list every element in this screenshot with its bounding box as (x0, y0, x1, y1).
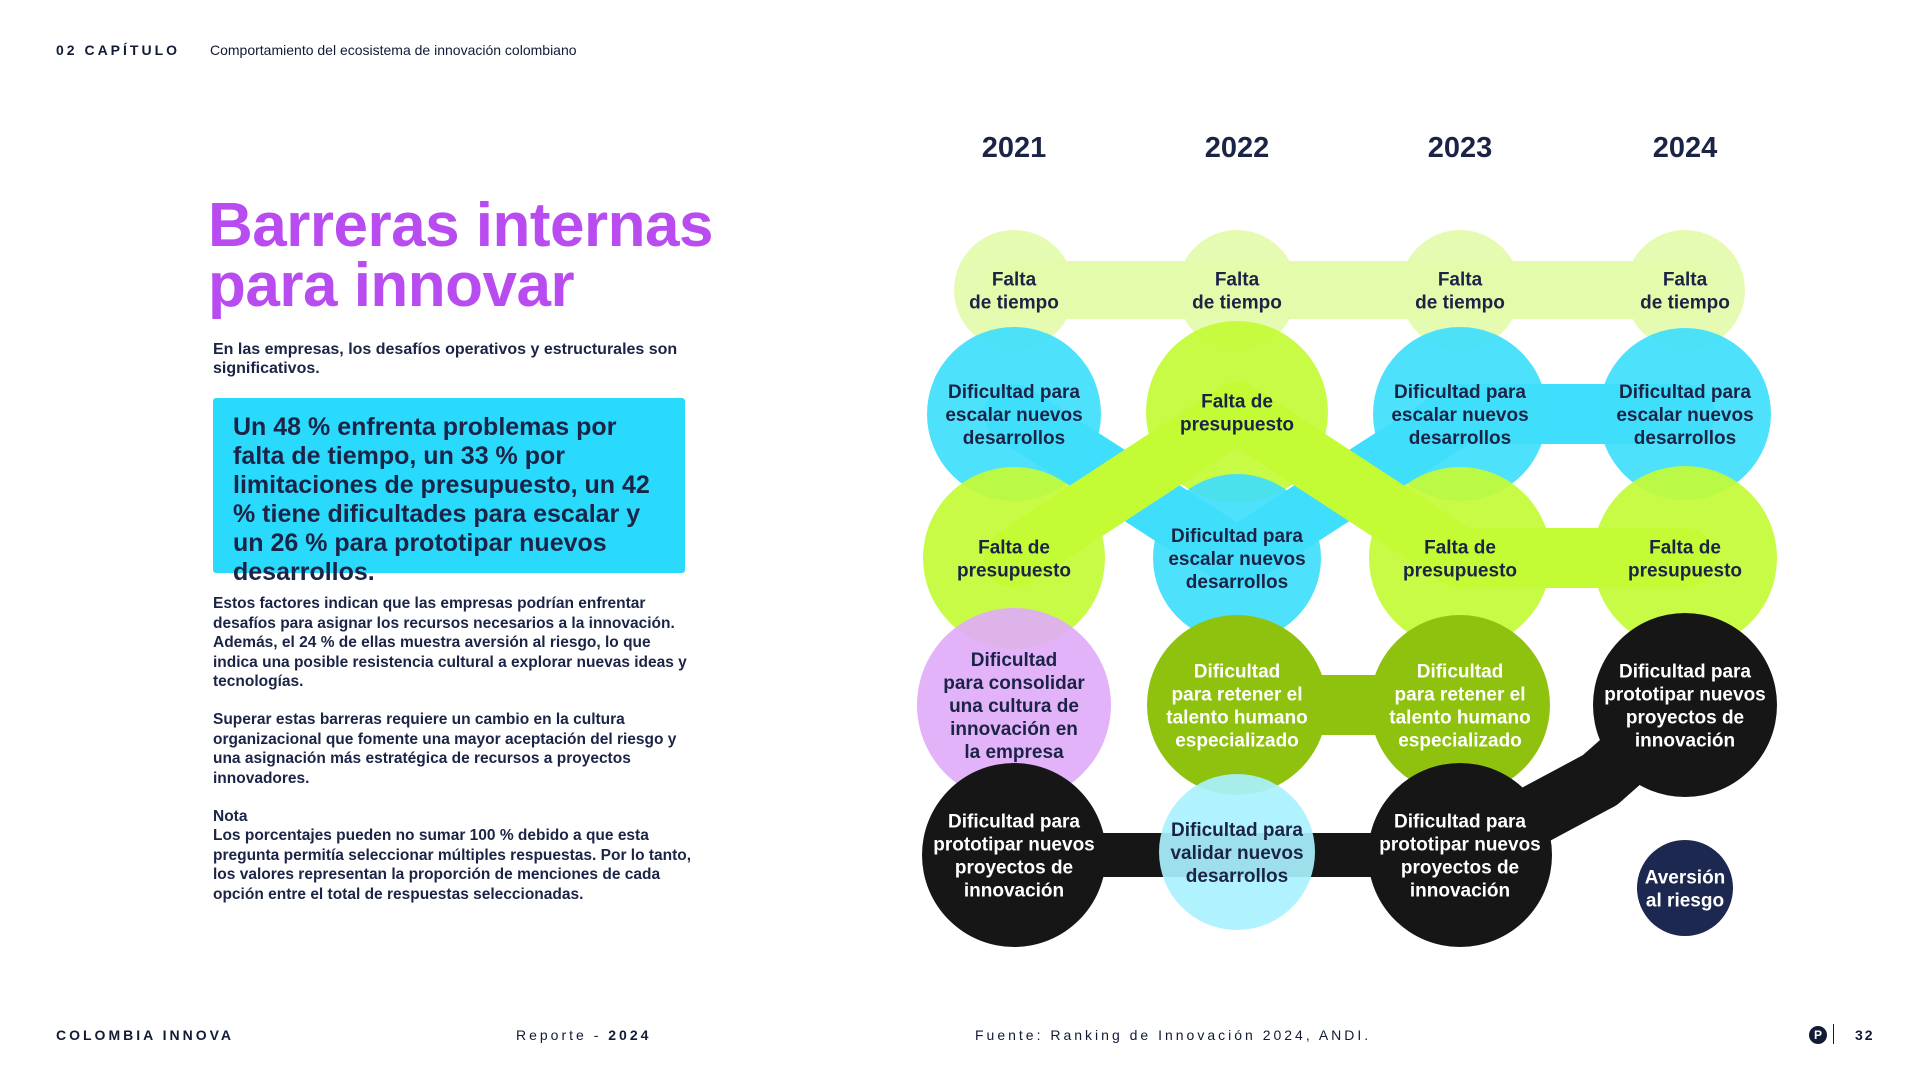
note-text: Los porcentajes pueden no sumar 100 % debido a que esta pregunta permitía seleccionar múltiples respuestas. Por lo tanto, los valores representan la proporción de menciones de cada opción entre el total de respuestas seleccionadas. (213, 827, 692, 903)
footer-source: Fuente: Ranking de Innovación 2024, ANDI. (975, 1027, 1372, 1043)
year-2023: 2023 (1427, 132, 1493, 164)
label-tiempo-2021: Falta de tiempo (969, 269, 1059, 314)
label-prototipar-2023: Dificultad para prototipar nuevos proyectos de innovación (1379, 811, 1541, 902)
highlight-box: Un 48 % enfrenta problemas por falta de tiempo, un 33 % por limitaciones de presupuesto, un 42 % tiene dificultades para escalar y un 26 % para prototipar nuevos desarrollos. (213, 398, 685, 573)
page-number: 32 (1855, 1027, 1875, 1043)
label-retener-2023: Dificultad para retener el talento humano especializado (1389, 661, 1531, 752)
label-validar-2022: Dificultad para validar nuevos desarrollos (1170, 820, 1304, 887)
label-escalar-2022: Dificultad para escalar nuevos desarrollos (1168, 526, 1306, 593)
label-presupuesto-2022: Falta de presupuesto (1179, 391, 1295, 436)
paragraph-1: Estos factores indican que las empresas podrían enfrentar desafíos para asignar los recursos necesarios a la innovación. Además, el 24 % de ellas muestra aversión al riesgo, lo que indica una posible resistencia cultural a explorar nuevas ideas y tecnologías. (213, 595, 687, 690)
label-escalar-2021: Dificultad para escalar nuevos desarrollos (945, 382, 1083, 449)
label-escalar-2023: Dificultad para escalar nuevos desarrollos (1391, 382, 1529, 449)
label-presupuesto-2024: Falta de presupuesto (1627, 537, 1743, 582)
intro-text: En las empresas, los desafíos operativos y estructurales son significativos. (213, 341, 678, 377)
label-aversion-2024: Aversión al riesgo (1644, 867, 1726, 912)
label-tiempo-2022: Falta de tiempo (1192, 269, 1282, 314)
chapter-label: 02 CAPÍTULO (56, 42, 181, 58)
footer-report (516, 1027, 651, 1043)
year-2022: 2022 (1204, 132, 1270, 164)
note-title: Nota (213, 808, 248, 825)
year-2021: 2021 (981, 132, 1047, 164)
label-tiempo-2023: Falta de tiempo (1415, 269, 1505, 314)
year-2024: 2024 (1652, 132, 1718, 164)
footer-divider (1833, 1024, 1834, 1044)
title-line-1: Barreras internas (208, 191, 713, 260)
label-escalar-2024: Dificultad para escalar nuevos desarrollos (1616, 382, 1754, 449)
title-line-2: para innovar (208, 251, 575, 320)
label-presupuesto-2023: Falta de presupuesto (1402, 537, 1518, 582)
label-prototipar-2024: Dificultad para prototipar nuevos proyectos de innovación (1604, 661, 1766, 752)
chapter-subtitle: Comportamiento del ecosistema de innovación colombiano (210, 42, 577, 58)
connectors (1014, 290, 1685, 855)
label-tiempo-2024: Falta de tiempo (1640, 269, 1730, 314)
label-consolidar-2021: Dificultad para consolidar una cultura de innovación en la empresa (943, 650, 1085, 763)
year-headers (982, 132, 1718, 164)
footer-brand: COLOMBIA INNOVA (56, 1027, 234, 1043)
label-prototipar-2021: Dificultad para prototipar nuevos proyectos de innovación (933, 811, 1095, 902)
label-presupuesto-2021: Falta de presupuesto (956, 537, 1072, 582)
paragraph-2: Superar estas barreras requiere un cambio en la cultura organizacional que fomente una mayor aceptación del riesgo y una asignación más estratégica de recursos a proyectos innovadores. (213, 711, 677, 787)
label-retener-2022: Dificultad para retener el talento humano especializado (1166, 661, 1308, 752)
footer-report-label: Reporte - (516, 1027, 609, 1043)
footer-report-year: 2024 (608, 1027, 652, 1043)
publisher-logo-icon: P (1809, 1026, 1827, 1044)
